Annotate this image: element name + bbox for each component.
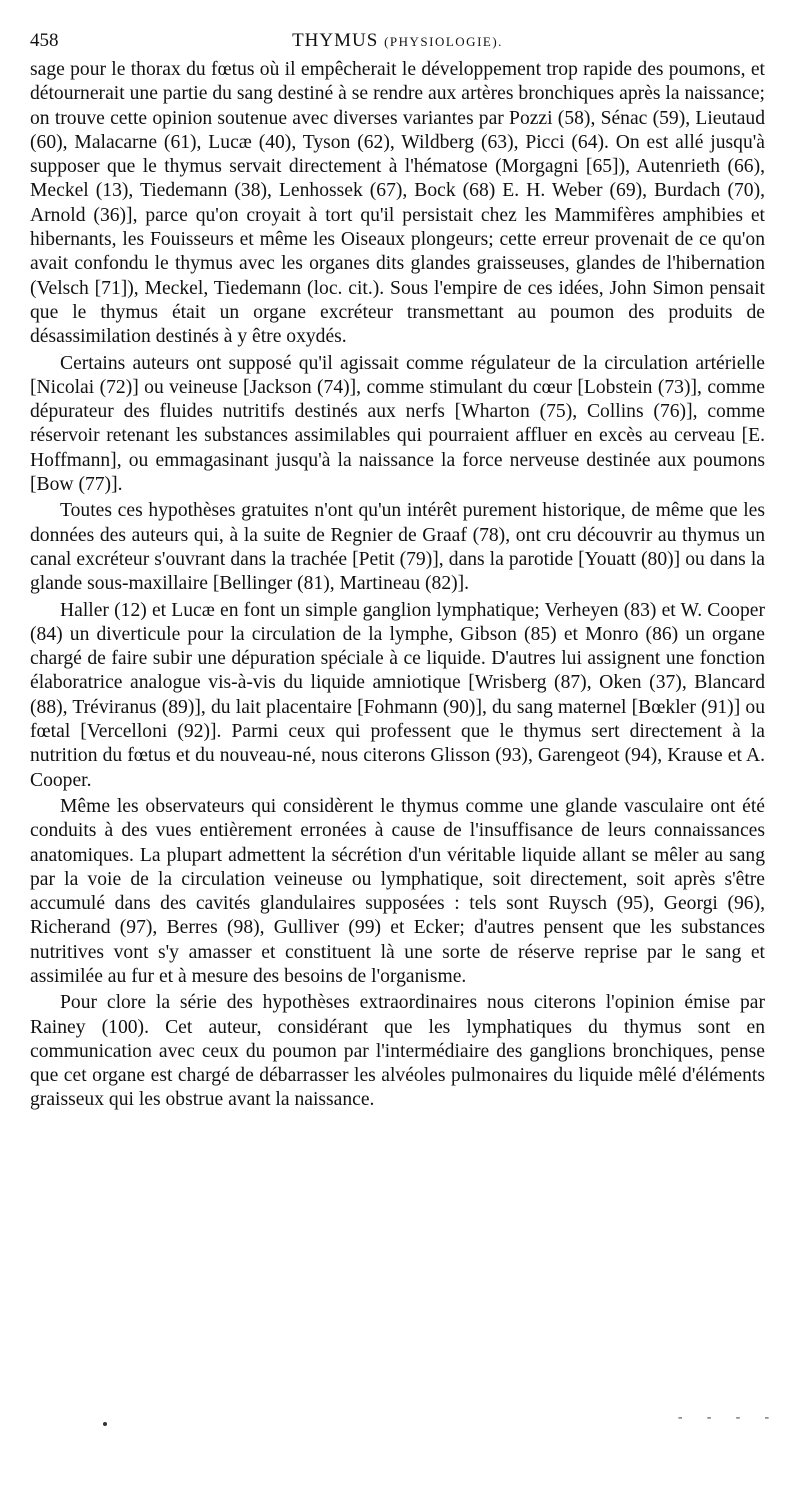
- paragraph-1: sage pour le thorax du fœtus où il empêcherait le développement trop rapide des poumons, et détournerait une partie du sang destiné à se rendre aux artères bronchiques après la naissance; on trouve cette opinion soutenue avec diverses variantes par Pozzi (58), Sénac (59), Lieutaud (60), Malacarne (61), Lucæ (40), Tyson (62), Wildberg (63), Picci (64). On est allé jusqu'à supposer que le thymus servait directement à l'hématose (Morgagni [65]), Autenrieth (66), Meckel (13), Tiedemann (38), Lenhossek (67), Bock (68) E. H. Weber (69), Burdach (70), Arnold (36)], parce qu'on croyait à tort qu'il persistait chez les Mammifères amphibies et hibernants, les Fouisseurs et même les Oiseaux plongeurs; cette erreur provenait de ce qu'on avait confondu le thymus avec les organes dits glandes graisseuses, glandes de l'hibernation (Velsch [71]), Meckel, Tiedemann (loc. cit.). Sous l'empire de ces idées, John Simon pensait que le thymus était un organe excréteur transmettant au poumon des produits de désassimilation destinés à y être oxydés.: [30, 59, 765, 348]
- paragraph-2: Certains auteurs ont supposé qu'il agissait comme régulateur de la circulation artérielle [Nicolai (72)] ou veineuse [Jackson (74)], comme stimulant du cœur [Lobstein (73)], comme dépurateur des fluides nutritifs destinés aux nerfs [Wharton (75), Collins (76)], comme réservoir retenant les substances assimilables qui pourraient affluer en excès au cerveau [E. Hoffmann], ou emmagasinant jusqu'à la naissance la force nerveuse destinée aux poumons [Bow (77)].: [30, 352, 765, 496]
- footer-marks: [0, 1410, 800, 1430]
- ink-dot: [103, 1422, 107, 1426]
- paragraph-5: Même les observateurs qui considèrent le thymus comme une glande vasculaire ont été conduits à des vues entièrement erronées à cause de l'insuffisance de leurs connaissances anatomiques. La plupart admettent la sécrétion d'un véritable liquide allant se mêler au sang par la voie de la circulation veineuse ou lymphatique, soit directement, soit après s'être accumulé dans des cavités glandulaires supposées : tels sont Ruysch (95), Georgi (96), Richerand (97), Berres (98), Gulliver (99) et Ecker; d'autres pensent que les substances nutritives vont s'y amasser et constituent là une sorte de réserve reprise par le sang et assimilée au fur et à mesure des besoins de l'organisme.: [30, 795, 765, 987]
- page-number: 458: [30, 30, 59, 51]
- footer-dashes: - - - -: [676, 1410, 778, 1426]
- page: [30, 22, 765, 1113]
- body-text: [30, 58, 765, 1113]
- running-title: [30, 30, 765, 52]
- paragraph-3: Toutes ces hypothèses gratuites n'ont qu'un intérêt purement historique, de même que les données des auteurs qui, à la suite de Regnier de Graaf (78), ont cru découvrir au thymus un canal excréteur s'ouvrant dans la trachée [Petit (79)], dans la parotide [Youatt (80)] ou dans la glande sous-maxillaire [Bellinger (81), Martineau (82)].: [30, 500, 765, 595]
- paragraph-4: Haller (12) et Lucæ en font un simple ganglion lymphatique; Verheyen (83) et W. Cooper (84) un diverticule pour la circulation de la lymphe, Gibson (85) et Monro (86) un organe chargé de faire subir une dépuration spéciale à ce liquide. D'autres lui assignent une fonction élaboratrice analogue vis-à-vis du liquide amniotique [Wrisberg (87), Oken (37), Blancard (88), Tréviranus (89)], du lait placentaire [Fohmann (90)], du sang maternel [Bœkler (91)] ou fœtal [Vercelloni (92)]. Parmi ceux qui professent que le thymus sert directement à la nutrition du fœtus et du nouveau-né, nous citerons Glisson (93), Garengeot (94), Krause et A. Cooper.: [30, 599, 765, 791]
- paragraph-6: Pour clore la série des hypothèses extraordinaires nous citerons l'opinion émise par Rainey (100). Cet auteur, considérant que les lymphatiques du thymus sont en communication avec ceux du poumon par l'intermédiaire des ganglions bronchiques, pense que cet organe est chargé de débarrasser les alvéoles pulmonaires du liquide mêlé d'éléments graisseux qui les obstrue avant la naissance.: [30, 992, 765, 1111]
- running-header: [30, 22, 765, 58]
- running-title-main: THYMUS: [292, 30, 379, 51]
- running-title-subtitle: (PHYSIOLOGIE).: [384, 34, 503, 49]
